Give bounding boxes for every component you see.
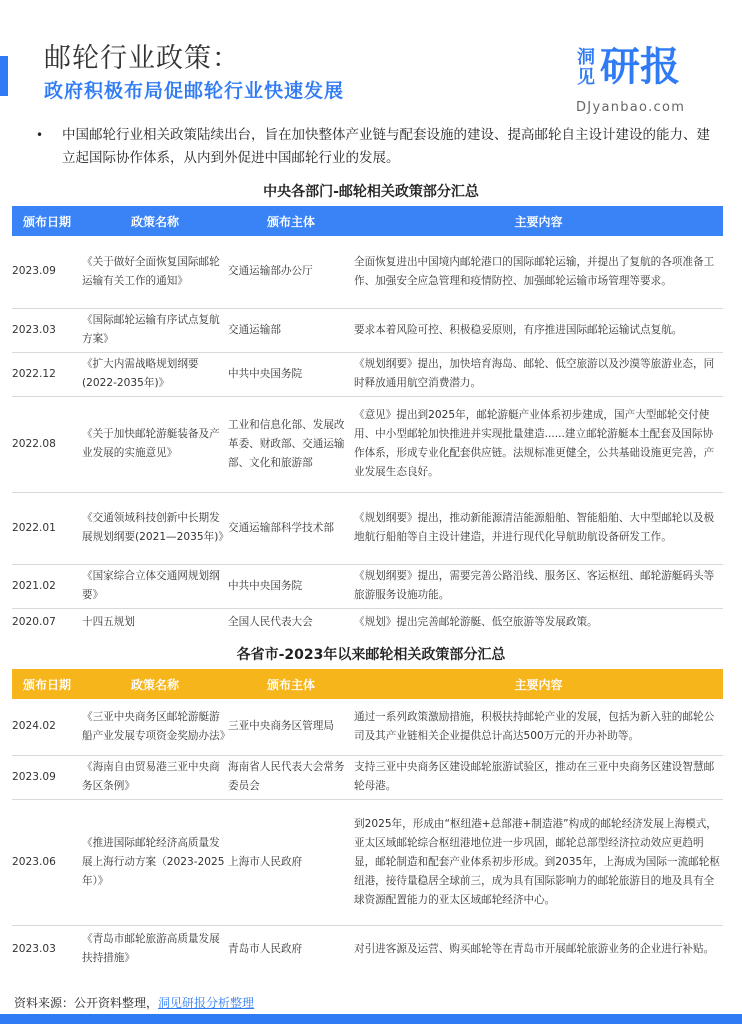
issuer-cell: 青岛市人民政府	[228, 942, 303, 955]
issuer-cell: 工业和信息化部、发展改革委、财政部、交通运输部、文化和旅游部	[228, 396, 354, 492]
table-row	[12, 564, 723, 608]
table-header-row	[12, 669, 723, 699]
date-cell: 2023.03	[12, 942, 56, 955]
brand-logo	[574, 44, 704, 120]
table-row	[12, 699, 723, 755]
date-cell: 2020.07	[12, 615, 56, 628]
content-cell: 要求本着风险可控、积极稳妥原则，有序推进国际邮轮运输试点复航。	[354, 308, 723, 352]
date-cell: 2023.03	[12, 308, 82, 352]
intro-paragraph	[36, 124, 716, 170]
bullet-icon: •	[36, 128, 44, 142]
date-cell: 2022.01	[12, 492, 82, 564]
date-cell: 2022.08	[12, 396, 82, 492]
issuer-cell: 全国人民代表大会	[228, 615, 313, 628]
page-title: 邮轮行业政策：	[44, 43, 240, 74]
table2-title: 各省市-2023年以来邮轮相关政策部分汇总	[236, 647, 506, 663]
logo-small-text: 洞见	[577, 47, 595, 88]
content-cell: 全面恢复进出中国境内邮轮港口的国际邮轮运输，并提出了复航的各项准备工作、加强安全应急管理和疫情防控、加强邮轮运输市场管理等要求。	[354, 236, 723, 308]
date-cell: 2021.02	[12, 564, 82, 608]
header-date: 颁布日期	[12, 669, 82, 699]
table-row	[12, 236, 723, 308]
policy-name-cell: 《国际邮轮运输有序试点复航方案》	[82, 308, 228, 352]
provincial-policy-table	[12, 669, 723, 973]
date-cell: 2024.02	[12, 699, 82, 755]
content-cell: 《规划纲要》提出，推动新能源清洁能源船舶、智能船舶、大中型邮轮以及极地航行船舶等自主设计建造，并进行现代化导航助航设备研发工作。	[354, 492, 723, 564]
content-cell: 对引进客源及运营、购买邮轮等在青岛市开展邮轮旅游业务的企业进行补贴。	[354, 942, 715, 955]
policy-name-cell: 《交通领域科技创新中长期发展规划纲要(2021—2035年)》	[82, 492, 228, 564]
issuer-cell: 交通运输部	[228, 308, 354, 352]
issuer-cell: 中共中央国务院	[228, 352, 354, 396]
issuer-cell: 交通运输部科学技术部	[228, 492, 354, 564]
header-org: 颁布主体	[228, 669, 354, 699]
content-cell: 《规划纲要》提出，需要完善公路沿线、服务区、客运枢纽、邮轮游艇码头等旅游服务设施功能。	[354, 564, 723, 608]
header-content: 主要内容	[354, 669, 723, 699]
policy-name-cell: 《关于做好全面恢复国际邮轮运输有关工作的通知》	[82, 236, 228, 308]
content-cell: 支持三亚中央商务区建设邮轮旅游试验区，推动在三亚中央商务区建设智慧邮轮母港。	[354, 755, 723, 799]
content-cell: 《规划》提出完善邮轮游艇、低空旅游等发展政策。	[354, 615, 598, 628]
logo-url: DJyanbao.com	[576, 100, 686, 115]
header-date: 颁布日期	[12, 206, 82, 236]
header-org: 颁布主体	[228, 206, 354, 236]
issuer-cell: 上海市人民政府	[228, 799, 354, 925]
table-row	[12, 755, 723, 799]
policy-name-cell: 《青岛市邮轮旅游高质量发展扶持措施》	[82, 933, 220, 965]
source-link[interactable]: 洞见研报分析整理	[158, 996, 255, 1010]
date-cell: 2022.12	[12, 352, 82, 396]
logo-big-text: 研报	[600, 44, 680, 90]
footer-bar	[0, 1014, 742, 1024]
table-row	[12, 352, 723, 396]
date-cell: 2023.09	[12, 236, 82, 308]
table-row	[12, 492, 723, 564]
table1-title: 中央各部门-邮轮相关政策部分汇总	[263, 184, 479, 200]
intro-text: 中国邮轮行业相关政策陆续出台，旨在加快整体产业链与配套设施的建设、提高邮轮自主设计建设的能力、建立起国际协作体系，从内到外促进中国邮轮行业的发展。	[62, 127, 710, 166]
table-row	[12, 308, 723, 352]
header-name: 政策名称	[82, 669, 228, 699]
page-subtitle: 政府积极布局促邮轮行业快速发展	[44, 80, 345, 102]
content-cell: 《意见》提出到2025年，邮轮游艇产业体系初步建成，国产大型邮轮交付使用、中小型邮轮加快推进并实现批量建造......建立邮轮游艇本土配套及国际协作体系，形成专业化配套供应链。法规标准更健全，公共基础设施更完善，产业发展生态良好。	[354, 396, 723, 492]
source-label: 资料来源：公开资料整理，	[14, 996, 159, 1010]
central-policy-table	[12, 206, 723, 636]
issuer-cell: 三亚中央商务区管理局	[228, 699, 354, 755]
policy-name-cell: 十四五规划	[82, 615, 135, 628]
date-cell: 2023.09	[12, 755, 82, 799]
policy-name-cell: 《三亚中央商务区邮轮游艇游船产业发展专项资金奖励办法》	[82, 699, 228, 755]
table-row	[12, 608, 723, 636]
issuer-cell: 交通运输部办公厅	[228, 236, 354, 308]
issuer-cell: 海南省人民代表大会常务委员会	[228, 755, 354, 799]
policy-name-cell: 《国家综合立体交通网规划纲要》	[82, 564, 228, 608]
date-cell: 2023.06	[12, 799, 82, 925]
policy-name-cell: 《海南自由贸易港三亚中央商务区条例》	[82, 755, 228, 799]
content-cell: 通过一系列政策激励措施，积极扶持邮轮产业的发展，包括为新入驻的邮轮公司及其产业链相关企业提供总计高达500万元的开办补助等。	[354, 699, 723, 755]
content-cell: 到2025年，形成由“枢纽港+总部港+制造港”构成的邮轮经济发展上海模式，亚太区域邮轮综合枢纽港地位进一步巩固，邮轮总部型经济拉动效应更趋明显，邮轮制造和配套产业体系初步形成。到2035年，上海成为国际一流邮轮枢纽港，接待量稳居全球前三，成为具有国际影响力的邮轮旅游目的地及具有全球资源配置能力的亚太区域邮轮经济中心。	[354, 799, 723, 925]
policy-name-cell: 《关于加快邮轮游艇装备及产业发展的实施意见》	[82, 396, 228, 492]
header-content: 主要内容	[354, 206, 723, 236]
table-row	[12, 925, 723, 973]
source-note	[14, 994, 254, 1011]
title-accent-bar	[0, 56, 8, 96]
policy-name-cell: 《推进国际邮轮经济高质量发展上海行动方案（2023-2025年）》	[82, 799, 228, 925]
table-row	[12, 396, 723, 492]
content-cell: 《规划纲要》提出，加快培育海岛、邮轮、低空旅游以及沙漠等旅游业态，同时释放通用航空消费潜力。	[354, 352, 723, 396]
policy-name-cell: 《扩大内需战略规划纲要(2022-2035年)》	[82, 352, 228, 396]
table-row	[12, 799, 723, 925]
issuer-cell: 中共中央国务院	[228, 564, 354, 608]
table-header-row	[12, 206, 723, 236]
header-name: 政策名称	[82, 206, 228, 236]
